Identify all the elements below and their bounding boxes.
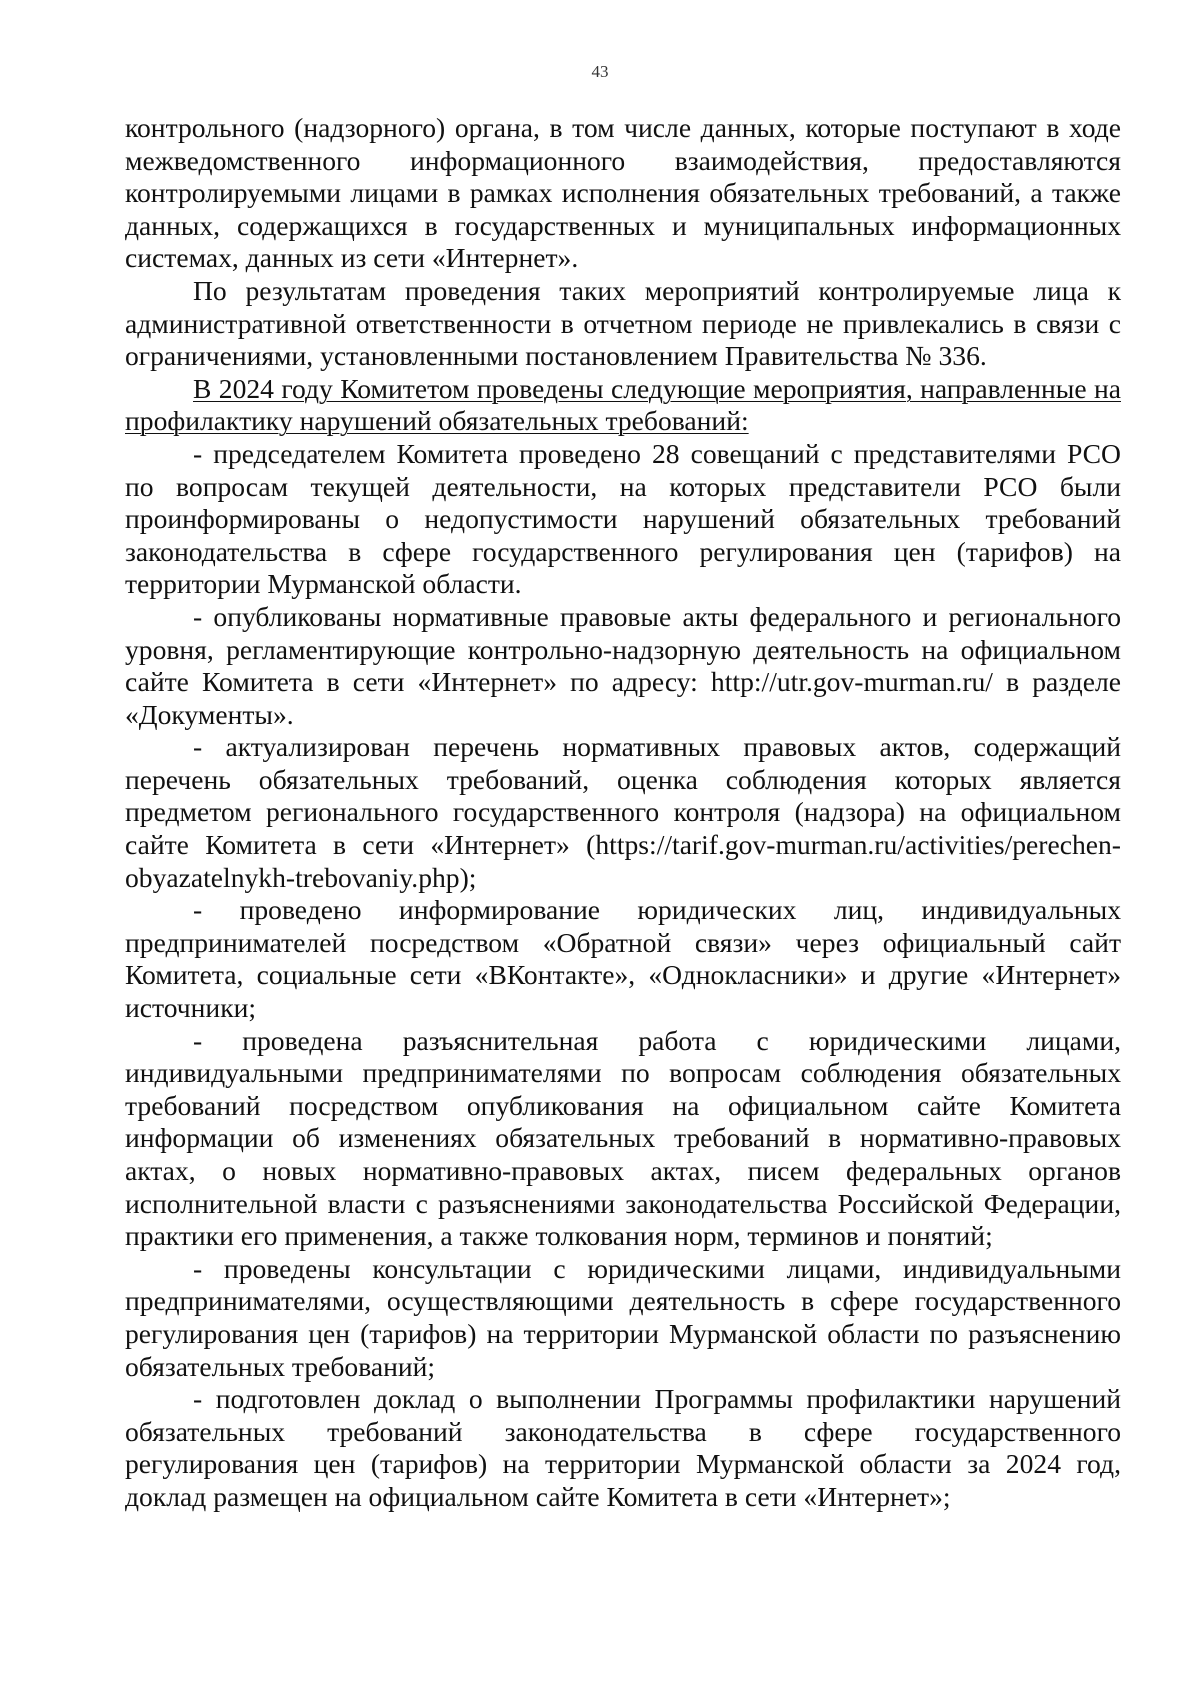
document-body — [125, 112, 1121, 1514]
list-item-informing: - проведено информирование юридических лиц, индивидуальных предпринимателей посредством «Обратной связи» через официальный сайт Комитета, социальные сети «ВКонтакте», «Однокласники» и другие «Интернет» источники; — [125, 894, 1121, 1024]
paragraph-measures-intro — [125, 373, 1121, 438]
list-item-published-acts: - опубликованы нормативные правовые акты федерального и регионального уровня, регламентирующие контрольно-надзорную деятельность на официальном сайте Комитета в сети «Интернет» по адресу: http://utr.gov-murman.ru/ в разделе «Документы». — [125, 600, 1121, 730]
paragraph-continuation: контрольного (надзорного) органа, в том числе данных, которые поступают в ходе межведомственного информационного взаимодействия, предоставляются контролируемыми лицами в рамках исполнения обязательных требований, а также данных, содержащихся в государственных и муниципальных информационных системах, данных из сети «Интернет». — [125, 112, 1121, 274]
list-item-updated-list: - актуализирован перечень нормативных правовых актов, содержащий перечень обязательных требований, оценка соблюдения которых является предметом регионального государственного контроля (надзора) на официальном сайте Комитета в сети «Интернет» (https://tarif.gov-murman.ru/activities/perechen-obyazatelnykh-trebovaniy.php); — [125, 731, 1121, 893]
list-item-explanatory-work: - проведена разъяснительная работа с юридическими лицами, индивидуальными предпринимателями по вопросам соблюдения обязательных требований посредством опубликования на официальном сайте Комитета информации об изменениях обязательных требований в нормативно-правовых актах, о новых нормативно-правовых актах, писем федеральных органов исполнительной власти с разъяснениями законодательства Российской Федерации, практики его применения, а также толкования норм, терминов и понятий; — [125, 1024, 1121, 1252]
measures-intro-text: В 2024 году Комитетом проведены следующие мероприятия, направленные на профилактику нарушений обязательных требований: — [125, 372, 1121, 437]
list-item-report: - подготовлен доклад о выполнении Программы профилактики нарушений обязательных требований законодательства в сфере государственного регулирования цен (тарифов) на территории Мурманской области за 2024 год, доклад размещен на официальном сайте Комитета в сети «Интернет»; — [125, 1383, 1121, 1512]
page-number: 43 — [591, 62, 609, 81]
list-item-consultations: - проведены консультации с юридическими лицами, индивидуальными предпринимателями, осуществляющими деятельность в сфере государственного регулирования цен (тарифов) на территории Мурманской области по разъяснению обязательных требований; — [125, 1252, 1121, 1382]
list-item-meetings: - председателем Комитета проведено 28 совещаний с представителями РСО по вопросам текущей деятельности, на которых представители РСО были проинформированы о недопустимости нарушений обязательных требований законодательства в сфере государственного регулирования цен (тарифов) на территории Мурманской области. — [125, 437, 1121, 600]
paragraph-results: По результатам проведения таких мероприятий контролируемые лица к административной ответственности в отчетном периоде не привлекались в связи с ограничениями, установленными постановлением Правительства № 336. — [125, 274, 1121, 372]
